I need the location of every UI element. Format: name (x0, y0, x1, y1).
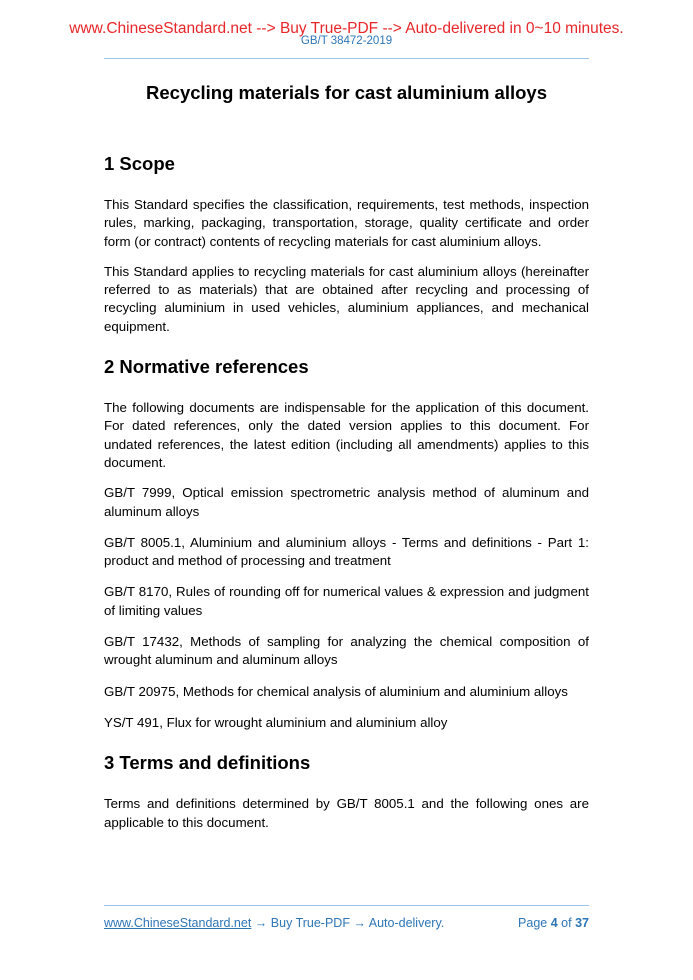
section-heading-normative-references: 2 Normative references (104, 356, 309, 378)
section-heading-scope: 1 Scope (104, 153, 175, 174)
reference-item: GB/T 7999, Optical emission spectrometric analysis method of aluminum and aluminum alloys (104, 485, 589, 519)
footer-links (104, 916, 444, 930)
standard-code: GB/T 38472-2019 (300, 35, 393, 47)
reference-item: GB/T 20975, Methods for chemical analysis of aluminium and aluminium alloys (104, 683, 568, 699)
normative-intro-paragraph: The following documents are indispensable for the application of this document. For dated references, only the dated version applies to this document. For undated references, the latest edition (including all amendments) applies to this document. (104, 400, 589, 470)
header-divider (104, 58, 589, 59)
page-total: 37 (575, 916, 589, 930)
document-body (104, 153, 589, 832)
page-current: 4 (550, 916, 558, 930)
scope-paragraph-2: This Standard applies to recycling materials for cast aluminium alloys (hereinafter referred to as materials) that are obtained after recycling and processing of recycling aluminium in used vehicles, aluminium appliances, and mechanical equipment. (104, 263, 589, 334)
arrow-right-icon: → (254, 916, 268, 930)
page-of-label: of (561, 916, 572, 930)
reference-item: GB/T 8005.1, Aluminium and aluminium alloys - Terms and definitions - Part 1: product and method of processing and treatment (104, 534, 589, 569)
arrow-right-icon: → (353, 916, 366, 930)
footer-delivery-text: Auto-delivery. (368, 916, 445, 930)
page-number (518, 916, 589, 930)
reference-item: YS/T 491, Flux for wrought aluminium and aluminium alloy (104, 714, 448, 730)
footer-buy-link[interactable]: Buy True-PDF (270, 916, 350, 930)
reference-item: GB/T 17432, Methods of sampling for analyzing the chemical composition of wrought aluminum and aluminum alloys (104, 634, 589, 668)
footer-divider (104, 905, 589, 906)
scope-paragraph-1: This Standard specifies the classification, requirements, test methods, inspection rules, marking, packaging, transportation, storage, quality certificate and order form (or contract) contents of recycling materials for cast aluminium alloys. (104, 197, 589, 249)
page-label: Page (518, 916, 548, 930)
section-heading-terms-definitions: 3 Terms and definitions (104, 752, 311, 774)
footer-site-link[interactable]: www.ChineseStandard.net (104, 916, 252, 930)
document-title: Recycling materials for cast aluminium alloys (146, 82, 547, 103)
terms-paragraph-1: Terms and definitions determined by GB/T 8005.1 and the following ones are applicable to this document. (104, 796, 589, 830)
reference-item: GB/T 8170, Rules of rounding off for numerical values & expression and judgment of limiting values (104, 584, 589, 618)
promo-banner-text[interactable]: www.ChineseStandard.net --> Buy True-PDF --> Auto-delivered in 0~10 minutes. (69, 20, 624, 37)
